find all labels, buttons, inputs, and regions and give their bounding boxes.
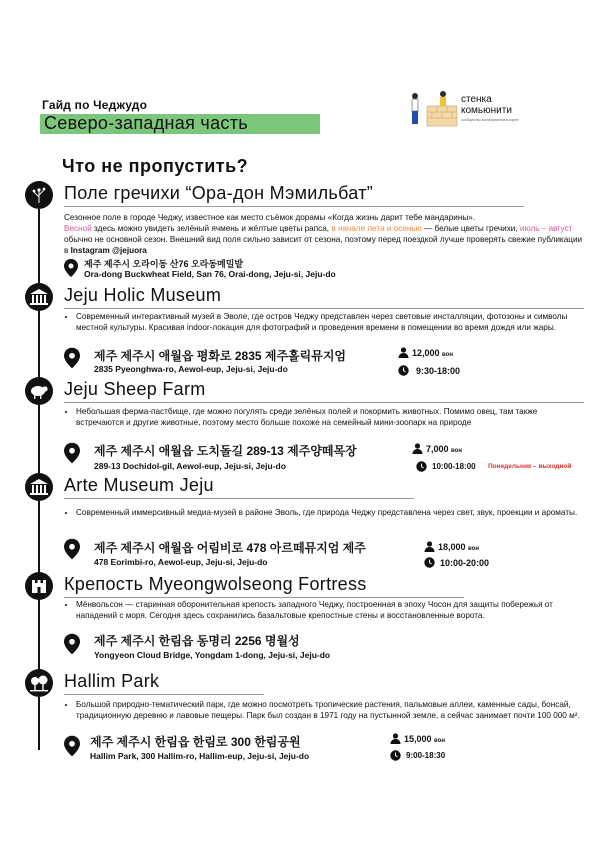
place-2-underline: [64, 308, 584, 309]
place-4-underline: [64, 498, 414, 499]
place-1-underline: [64, 206, 524, 207]
brick-wall-icon: [405, 88, 459, 128]
location-pin-icon: [64, 538, 80, 560]
place-2-address-en: 2835 Pyeonghwa-ro, Aewol-eup, Jeju-si, Jeju-do: [94, 364, 288, 374]
location-pin-icon: [64, 347, 80, 369]
region-title-text: Северо-западная часть: [44, 113, 248, 133]
place-1-address-en: Ora-dong Buckwheat Field, San 76, Orai-dong, Jeju-si, Jeju-do: [84, 269, 336, 279]
place-5-address-en: Yongyeon Cloud Bridge, Yongdam 1-dong, Jeju-si, Jeju-do: [94, 650, 331, 660]
place-3-underline: [64, 402, 584, 403]
clock-icon: [398, 365, 409, 376]
park-icon: [25, 669, 53, 697]
place-2-hours: 9:30-18:00: [416, 366, 461, 376]
place-4-hours: 10:00-20:00: [440, 558, 490, 568]
place-6-description: • Большой природно-тематический парк, где можно посмотреть тропические растения, пальмовые аллеи, каменные сады, бонсай, традиционную деревню и лавовые пещеры. Парк был создан в 1971 году на пустынной земле, а сейчас занимает почти 100 000 м².: [64, 699, 584, 721]
fortress-icon: [25, 572, 53, 600]
place-6-hours: 9:00-18:30: [406, 751, 446, 760]
place-5-description: • Мёнвольсон — старинная оборонительная крепость западного Чеджу, построенная в эпоху Чосон для защиты побережья от нападений с моря. Сегодня здесь сохранились базальтовые крепостные стены и восстановленные ворота.: [64, 599, 584, 621]
place-1-description: Сезонное поле в городе Чеджу, известное как место съёмок дорамы «Когда жизнь дарит тебе мандарины». Весной здесь можно увидеть зелёный ячмень и жёлтые цветы рапса, в начале лета и осенью — белые цветы гречихи, июль – август обычно не основной сезон. Внешний вид поля сильно зависит от сезона, поэтому перед поездкой лучше проверять свежие публикации в Instagram @jejuora: [64, 213, 583, 255]
clock-icon: [424, 557, 435, 568]
sheep-icon: [25, 377, 53, 405]
place-5-underline: [64, 597, 464, 598]
person-icon: [424, 541, 435, 552]
place-1-address-kr: 제주 제주시 오라이동 산76 오라동메밀밭: [84, 259, 244, 269]
place-6-price: 15,000 вон: [404, 734, 445, 744]
place-4-price: 18,000 вон: [438, 542, 479, 552]
place-2-address-kr: 제주 제주시 애월읍 평화로 2835 제주홀릭뮤지엄: [94, 349, 347, 363]
place-4-address-kr: 제주 제주시 애월읍 어림비로 478 아르떼뮤지엄 제주: [94, 541, 366, 555]
place-5-address-kr: 제주 제주시 한림읍 동명리 2256 명월성: [94, 634, 300, 648]
location-pin-icon: [64, 633, 80, 655]
clock-icon: [390, 750, 401, 761]
timeline-rail: [38, 190, 40, 750]
logo-line-1: стенка: [461, 94, 492, 105]
place-2-description: • Современный интерактивный музей в Эволе, где остров Чеджу представлен через световые инсталляции, фотозоны и символы местной культуры. Красивая indoor-локация для фотографий и проведения времени в помещении во время дождя или жары.: [64, 311, 584, 333]
person-icon: [412, 443, 423, 454]
museum-icon: [25, 473, 53, 501]
museum-icon: [25, 283, 53, 311]
person-icon: [390, 733, 401, 744]
place-3-title: Jeju Sheep Farm: [64, 379, 206, 399]
section-title: Что не пропустить?: [62, 156, 249, 176]
place-4-title: Arte Museum Jeju: [64, 475, 214, 495]
guide-kicker: Гайд по Чеджудо: [42, 98, 148, 112]
place-3-price: 7,000 вон: [426, 444, 462, 454]
logo-line-2: комьюнити: [461, 105, 512, 116]
place-6-address-kr: 제주 제주시 한림읍 한림로 300 한림공원: [90, 735, 301, 749]
place-5-title: Крепость Myeongwolseong Fortress: [64, 574, 367, 594]
location-pin-icon: [64, 259, 78, 277]
place-1-title: Поле гречихи “Ора-дон Мэмильбат”: [64, 183, 374, 203]
buckwheat-icon: [25, 181, 53, 209]
place-4-address-en: 478 Eorimbi-ro, Aewol-eup, Jeju-si, Jeju-do: [94, 557, 268, 567]
place-4-description: • Современный иммерсивный медиа-музей в районе Эволь, где природа Чеджу представлена через свет, звук, проекции и ароматы.: [64, 507, 584, 518]
place-3-hours: 10:00-18:00: [432, 462, 476, 471]
place-3-address-en: 289-13 Dochidol-gil, Aewol-eup, Jeju-si, Jeju-do: [94, 461, 286, 471]
community-logo: [405, 88, 575, 128]
region-title: [40, 114, 320, 136]
location-pin-icon: [64, 735, 80, 757]
place-3-description: • Небольшая ферма-пастбище, где можно погулять среди зелёных полей и покормить животных. Помимо овец, там также встречаются и другие животные, поэтому место больше похоже на семейный мини-зоопарк на природе: [64, 406, 584, 428]
place-2-price: 12,000 вон: [412, 348, 453, 358]
logo-subtitle: сообщество экспатриантов в корее: [461, 118, 519, 122]
place-2-title: Jeju Holic Museum: [64, 285, 222, 305]
place-6-title: Hallim Park: [64, 671, 160, 691]
person-icon: [398, 347, 409, 358]
place-6-underline: [64, 694, 264, 695]
clock-icon: [416, 461, 427, 472]
place-6-address-en: Hallim Park, 300 Hallim-ro, Hallim-eup, Jeju-si, Jeju-do: [90, 751, 310, 761]
location-pin-icon: [64, 442, 80, 464]
place-3-closed-day: Понедельник – выходной: [488, 463, 572, 470]
place-3-address-kr: 제주 제주시 애월읍 도치돌길 289-13 제주양떼목장: [94, 444, 357, 458]
